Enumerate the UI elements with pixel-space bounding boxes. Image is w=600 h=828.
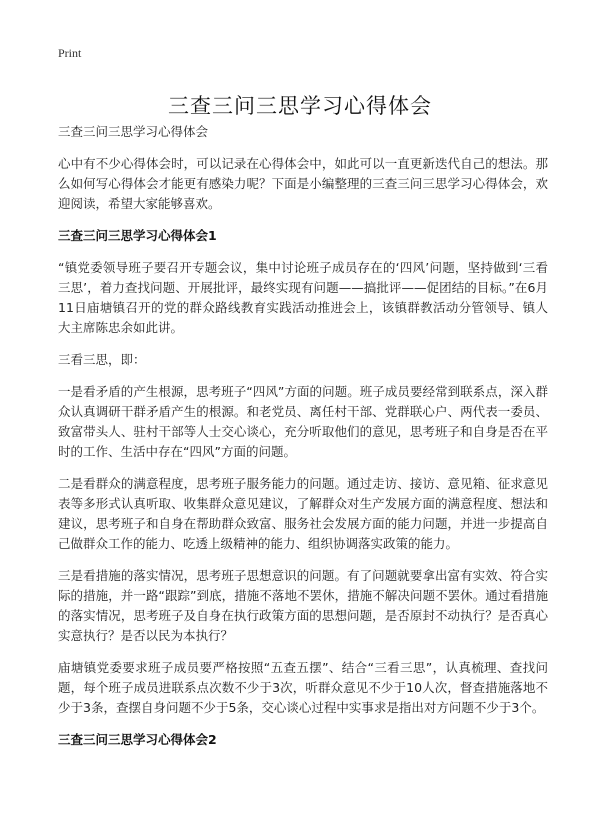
paragraph-2: 三看三思，即： xyxy=(58,352,146,367)
paragraph-6: 庙塘镇党委要求班子成员要严格按照“五查五摆”、结合“三看三思”，认真梳理、查找问题，每个班子成员进联系点次数不少于3次，听群众意见不少于10人次，督查措施落地不少于3条，查摆自身问题不少于5条，交心谈心过程中实事求是指出对方问题不少于3个。 xyxy=(58,660,548,715)
print-link[interactable]: Print xyxy=(58,46,82,60)
page-title: 三查三问三思学习心得体会 xyxy=(168,94,432,119)
paragraph-5: 三是看措施的落实情况，思考班子思想意识的问题。有了问题就要拿出富有实效、符合实际的措施，并一路“跟踪”到底，措施不落地不罢休，措施不解决问题不罢休。通过看措施的落实情况，思考班子及自身在执行政策方面的思想问题，是否原封不动执行？是否真心实意执行？是否以民为本执行？ xyxy=(58,568,548,643)
article-body xyxy=(58,122,548,762)
intro-paragraph: 心中有不少心得体会时，可以记录在心得体会中，如此可以一直更新迭代自己的想法。那么如何写心得体会才能更有感染力呢？下面是小编整理的三查三问三思学习心得体会，欢迎阅读，希望大家能够喜欢。 xyxy=(58,156,548,211)
paragraph-3: 一是看矛盾的产生根源，思考班子“四风”方面的问题。班子成员要经常到联系点，深入群众认真调研干群矛盾产生的根源。和老党员、离任村干部、党群联心户、两代表一委员、致富带头人、驻村干部等人士交心谈心，充分听取他们的意见，思考班子和自身是否在平时的工作、生活中存在“四风”方面的问题。 xyxy=(58,384,548,459)
paragraph-1: “镇党委领导班子要召开专题会议，集中讨论班子成员存在的‘四风’问题，坚持做到‘三看三思’，着力查找问题、开展批评，最终实现有问题——搞批评——促团结的目标。”在6月11日庙塘镇召开的党的群众路线教育实践活动推进会上，该镇群教活动分管领导、镇人大主席陈忠余如此讲。 xyxy=(58,260,548,335)
section-heading-1: 三查三问三思学习心得体会1 xyxy=(58,228,217,243)
section-heading-2: 三查三问三思学习心得体会2 xyxy=(58,732,217,747)
article-subtitle: 三查三问三思学习心得体会 xyxy=(58,124,209,139)
paragraph-4: 二是看群众的满意程度，思考班子服务能力的问题。通过走访、接访、意见箱、征求意见表等多形式认真听取、收集群众意见建议，了解群众对生产发展方面的满意程度、想法和建议，思考班子和自身在帮助群众致富、服务社会发展方面的能力问题，并进一步提高自己做群众工作的能力、吃透上级精神的能力、组织协调落实政策的能力。 xyxy=(58,476,548,551)
